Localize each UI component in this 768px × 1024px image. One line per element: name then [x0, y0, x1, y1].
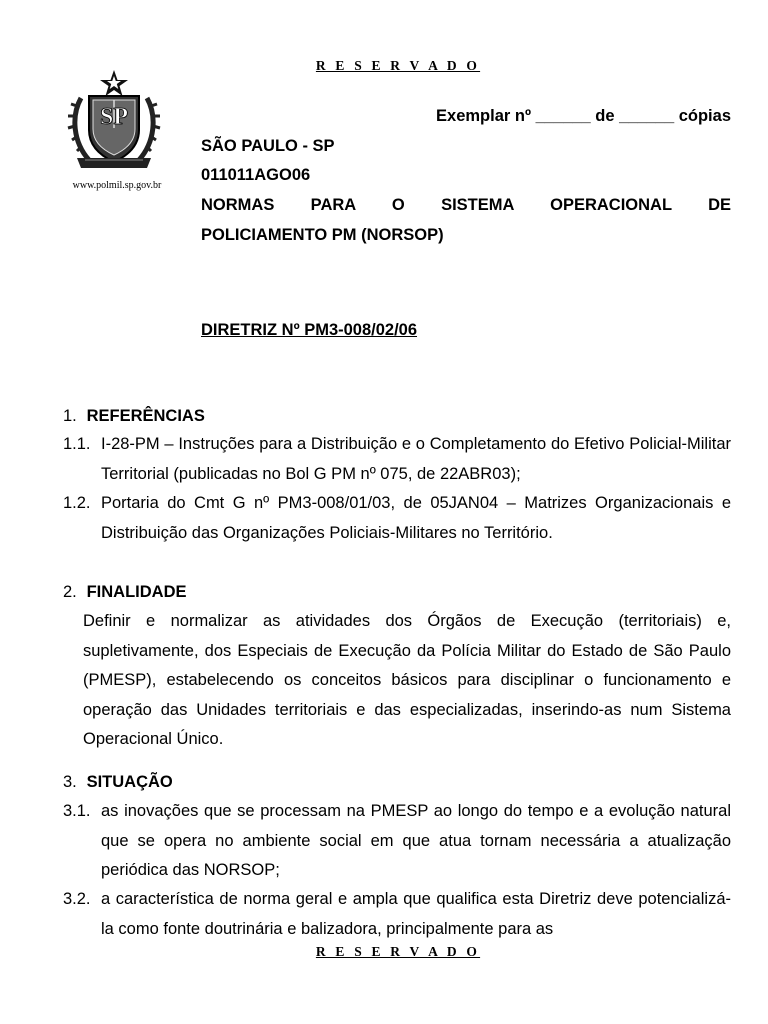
- seal-letters: SP: [99, 104, 129, 130]
- section-heading-situacao: [63, 767, 733, 797]
- section-title: SITUAÇÃO: [86, 773, 173, 791]
- document-title-line1: NORMAS PARA O SISTEMA OPERACIONAL DE: [201, 196, 731, 214]
- section-title: FINALIDADE: [86, 583, 187, 601]
- copy-number-line: Exemplar nº ______ de ______ cópias: [436, 107, 731, 125]
- date-time-group: 011011AGO06: [201, 166, 311, 184]
- website-label: www.polmil.sp.gov.br: [72, 180, 162, 191]
- sp-police-coat-of-arms-icon: [67, 68, 161, 172]
- item-number: 1.2.: [63, 494, 91, 512]
- section-number: 3.: [63, 773, 77, 791]
- list-item: [63, 489, 731, 548]
- item-text: as inovações que se processam na PMESP ao longo do tempo e a evolução natural que se opera no ambiente social em que atua tornam necessária a atualização periódica das NORSOP;: [101, 802, 731, 879]
- section-number: 2.: [63, 583, 77, 601]
- document-title-line2: POLICIAMENTO PM (NORSOP): [201, 226, 444, 244]
- list-item: [63, 797, 731, 886]
- classification-header: R E S E R V A D O: [315, 58, 481, 73]
- city-line: SÃO PAULO - SP: [201, 137, 335, 155]
- item-text: I-28-PM – Instruções para a Distribuição e o Completamento do Efetivo Policial-Militar Territorial (publicadas no Bol G PM nº 075, de 22ABR03);: [101, 435, 731, 483]
- item-text: Portaria do Cmt G nº PM3-008/01/03, de 05JAN04 – Matrizes Organizacionais e Distribuição das Organizações Policiais-Militares no Território.: [101, 494, 731, 542]
- list-item: [63, 885, 731, 944]
- classification-footer: R E S E R V A D O: [315, 944, 481, 959]
- section-number: 1.: [63, 407, 77, 425]
- finalidade-paragraph: Definir e normalizar as atividades dos Órgãos de Execução (territoriais) e, supletivamente, dos Especiais de Execução da Polícia Militar do Estado de São Paulo (PMESP), estabelecendo os conceitos básicos para disciplinar o funcionamento e operação das Unidades territoriais e das especializadas, inserindo-as num Sistema Operacional Único.: [83, 612, 731, 748]
- directive-number: DIRETRIZ Nº PM3-008/02/06: [201, 321, 418, 339]
- section-heading-finalidade: [63, 577, 733, 607]
- item-number: 3.1.: [63, 802, 91, 820]
- section-title: REFERÊNCIAS: [86, 407, 205, 425]
- item-text: a característica de norma geral e ampla que qualifica esta Diretriz deve potencializá-la como fonte doutrinária e balizadora, principalmente para as: [101, 890, 731, 938]
- section-heading-referencias: [63, 401, 733, 431]
- item-number: 1.1.: [63, 435, 91, 453]
- list-item: [63, 430, 731, 489]
- item-number: 3.2.: [63, 890, 91, 908]
